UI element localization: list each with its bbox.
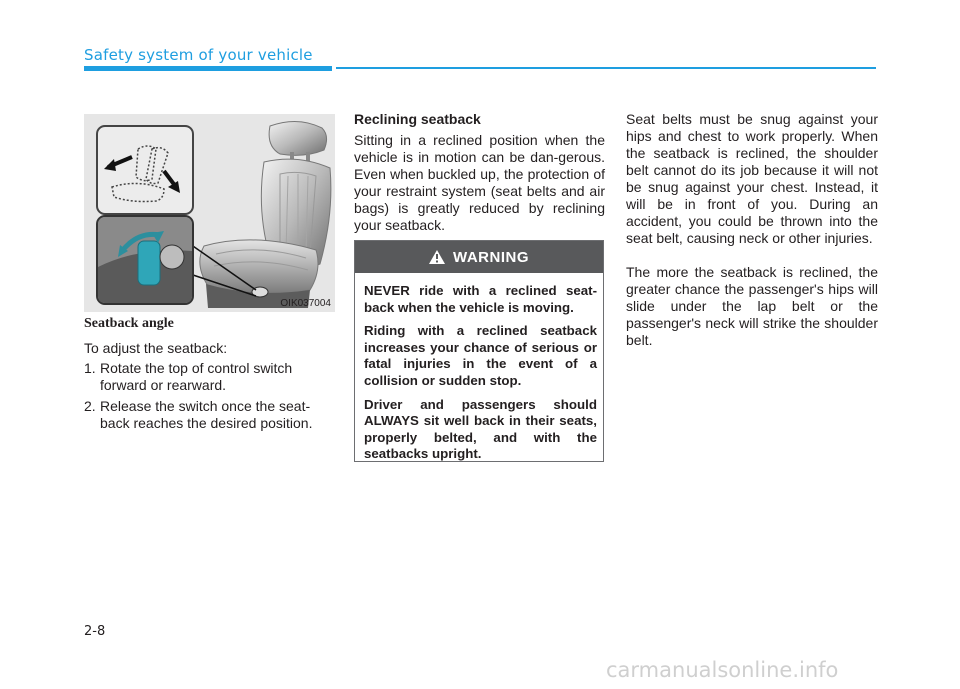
seatback-direction-inset	[96, 125, 194, 215]
seatback-angle-intro: To adjust the seatback:	[84, 340, 228, 356]
warning-header	[355, 241, 603, 273]
warning-paragraph: Driver and passengers should ALWAYS sit well back in their seats, properly belted, and with the seatbacks upright.	[364, 396, 597, 462]
section-title: Safety system of your vehicle	[84, 46, 313, 64]
warning-body	[355, 273, 603, 463]
step-number: 1.	[84, 360, 96, 376]
seat-illustration	[84, 114, 335, 312]
header-rule-thin	[336, 67, 876, 69]
watermark: carmanualsonline.info	[606, 658, 839, 682]
adjust-steps-list	[84, 360, 335, 436]
warning-paragraph: NEVER ride with a reclined seat-back when the vehicle is moving.	[364, 283, 597, 315]
step-number: 2.	[84, 398, 96, 414]
recline-arrows-icon	[98, 127, 192, 213]
step-text: Release the switch once the seat-back reaches the desired position.	[100, 398, 313, 431]
reclining-paragraph: Sitting in a reclined position when the vehicle is in motion can be dan-gerous. Even when buckled up, the protection of your restraint system (seat belts and air bags) is greatly reduced by reclining your seatback.	[354, 132, 605, 233]
list-item	[84, 398, 335, 432]
seatback-angle-heading: Seatback angle	[84, 316, 174, 331]
page-number: 2-8	[84, 624, 106, 639]
control-switch-inset	[96, 215, 194, 305]
warning-label: WARNING	[453, 248, 529, 266]
warning-box	[354, 240, 604, 462]
seatbelt-paragraph: Seat belts must be snug against your hips and chest to work properly. When the seatback is reclined, the shoulder belt cannot do its job because it will not be snug against your chest. Instead, it will be in front of you. During an accident, you could be thrown into the seat belt, causing neck or other injuries.	[626, 111, 878, 246]
step-text: Rotate the top of control switch forward or rearward.	[100, 360, 293, 393]
recline-risk-paragraph: The more the seatback is reclined, the greater chance the passenger's hips will slide under the lap belt or the passenger's neck will strike the shoulder belt.	[626, 264, 878, 348]
control-switch-icon	[98, 217, 192, 303]
reclining-heading: Reclining seatback	[354, 111, 481, 127]
figure-code: OIK037004	[280, 298, 331, 309]
warning-paragraph: Riding with a reclined seatback increases your chance of serious or fatal injuries in the event of a collision or sudden stop.	[364, 323, 597, 388]
list-item	[84, 360, 335, 394]
warning-triangle-icon	[429, 250, 445, 264]
header-rule-thick	[84, 66, 332, 71]
